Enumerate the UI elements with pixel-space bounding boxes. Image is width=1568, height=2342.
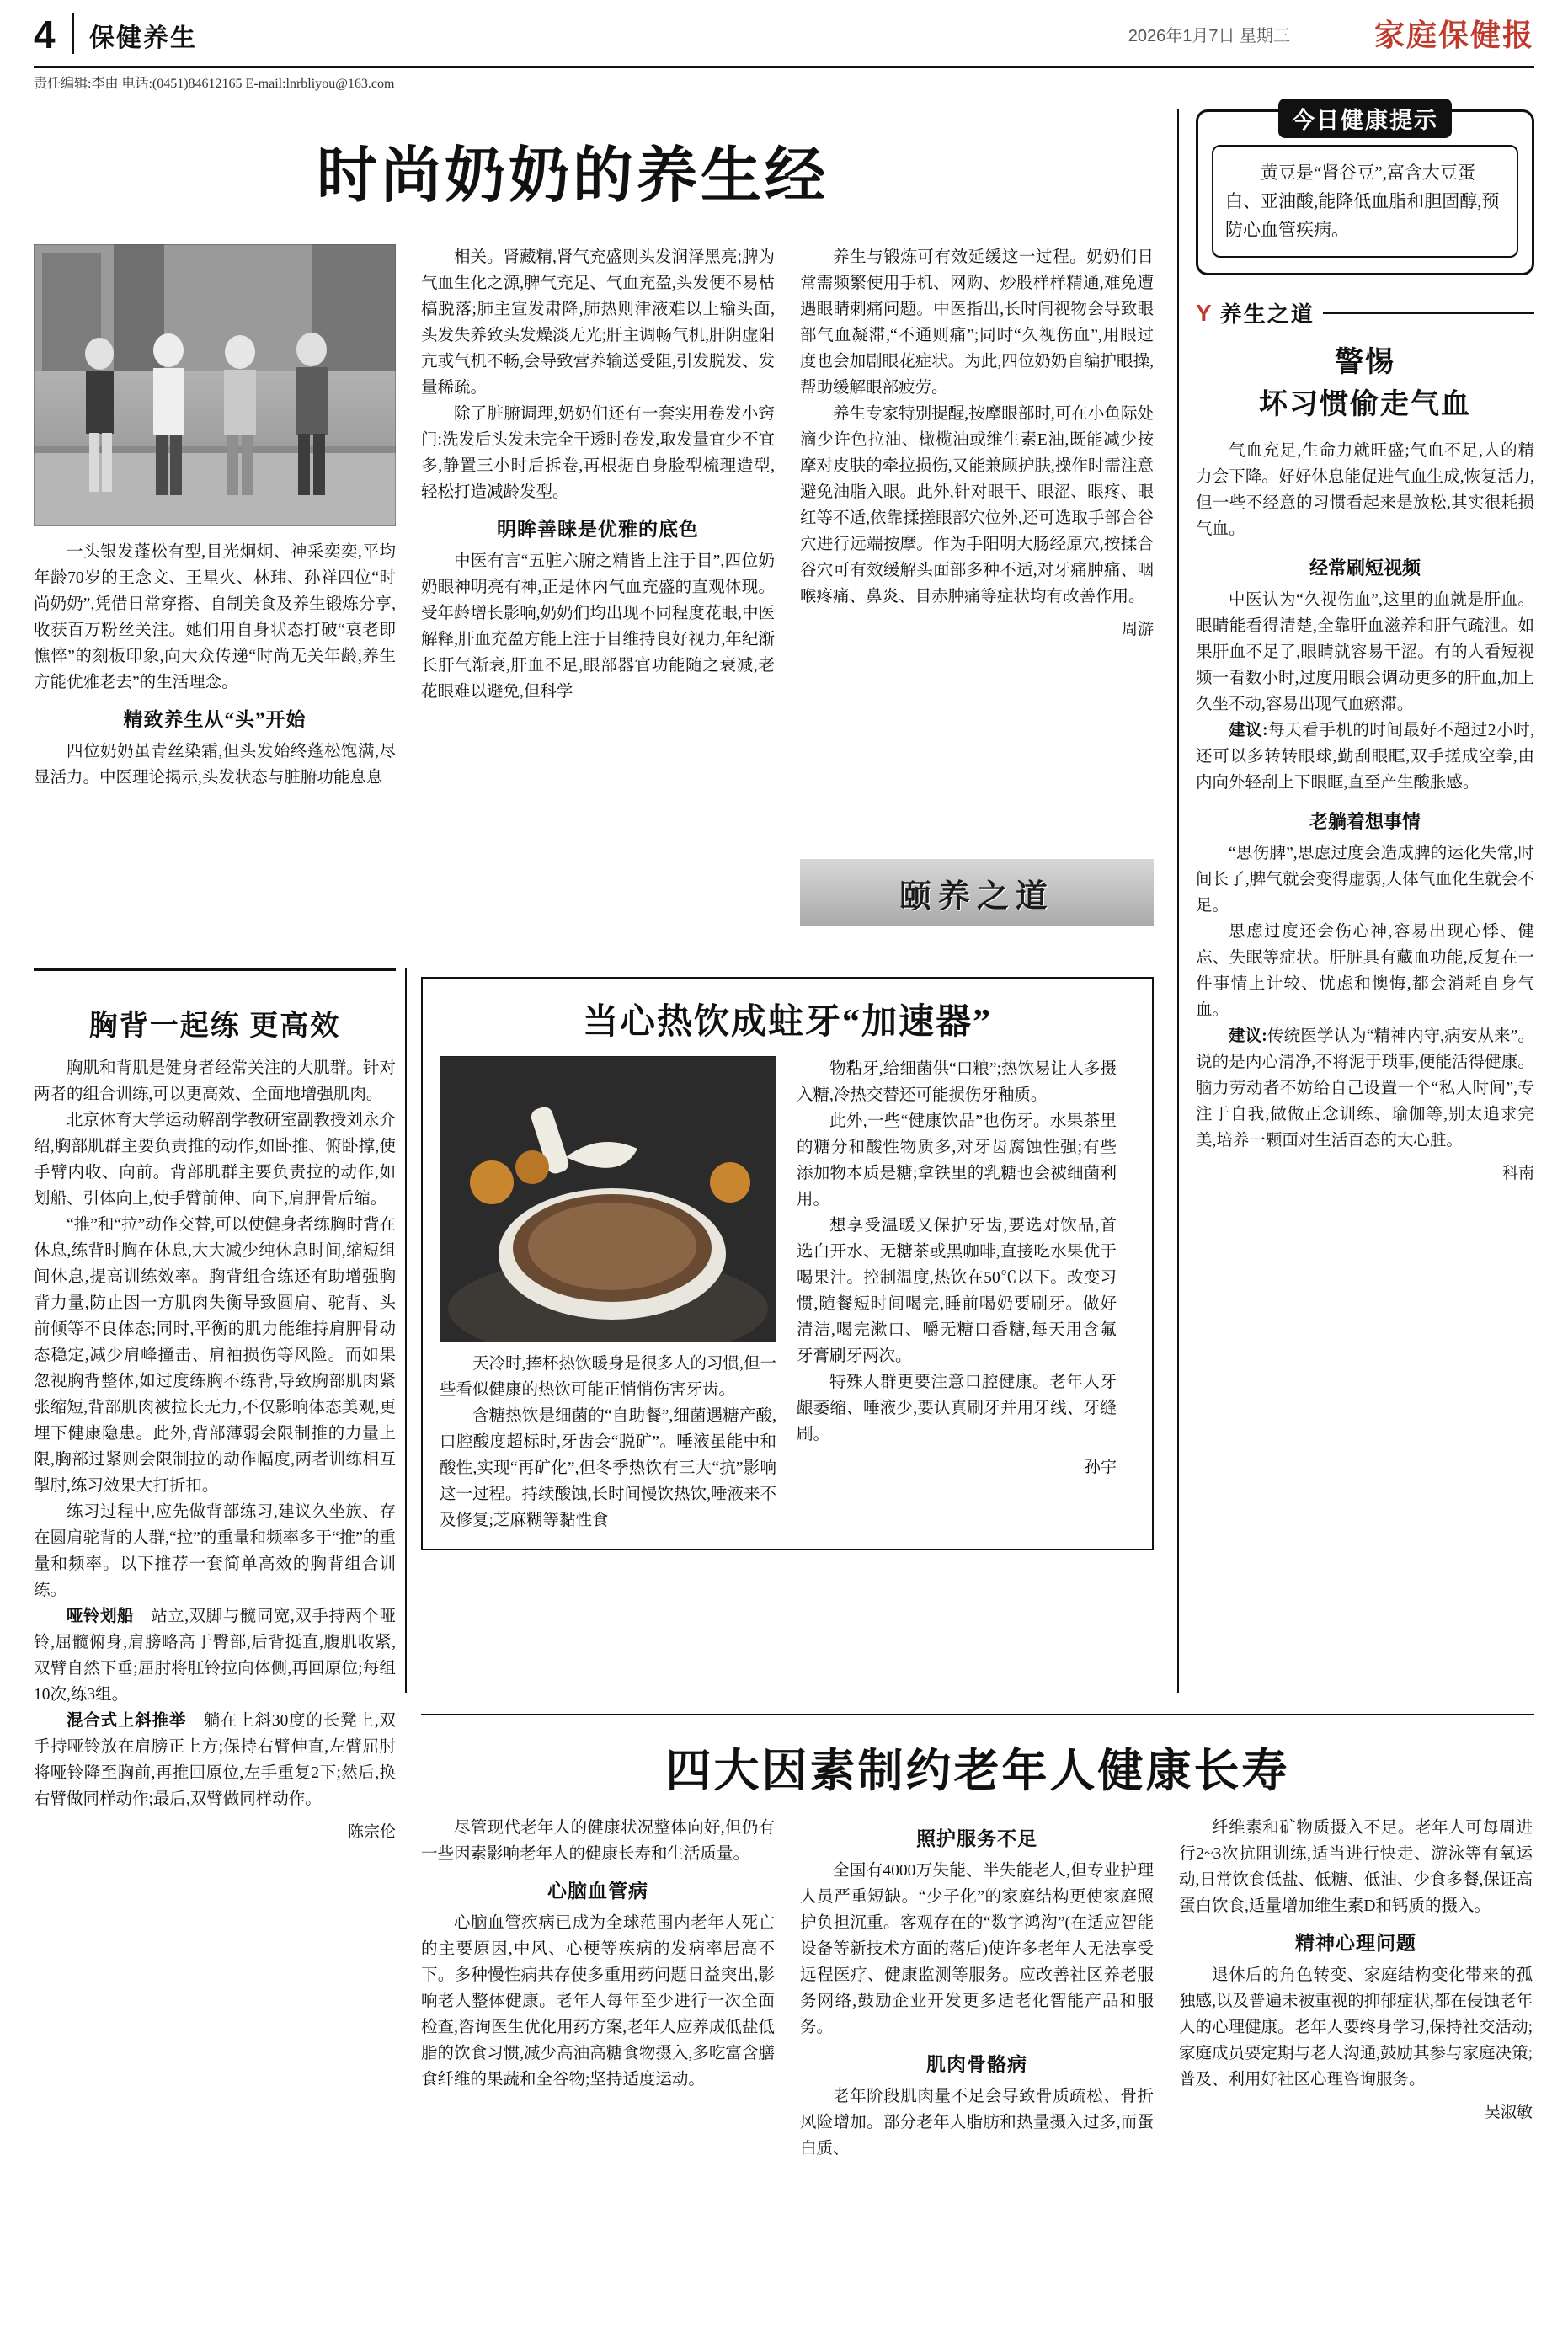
lead-para: 除了脏腑调理,奶奶们还有一套实用卷发小窍门:洗发后头发未完全干透时卷发,取发量宜少不宜多,静置三小时后拆卷,再根据自身脸型梳理造型,轻松打造减龄发型。 [421, 405, 775, 501]
hot-drinks-box [421, 977, 1154, 1550]
article-para: “推”和“拉”动作交替,可以使健身者练胸时背在休息,练背时胸在休息,大大减少纯休息时间,缩短组间休息,提高训练效率。胸背组合练还有助增强胸背力量,防止因一方肌肉失衡导致圆肩、驼背、头前倾等不良体态;同时,平衡的肌力能维持肩胛骨动态稳定,减少肩峰撞击、肩袖损伤等风险。而如果忽视胸背整体,如过度练胸不练背,导致胸部肌肉紧张缩短,背部肌肉被拉长无力,不仅影响体态美观,更埋下健康隐患。此外,背部薄弱会限制推的力量上限,胸部过紧则会限制拉的动作幅度,两者训练相互掣肘,练习效果大打折扣。 [34, 1216, 396, 1495]
rail-para: 中医认为“久视伤血”,这里的血就是肝血。眼睛能看得清楚,全靠肝血滋养和肝气疏泄。如果肝血不足了,眼睛就容易干涩。有的人看短视频一看数小时,过度用眼会调动更多的肝血,加上久坐不动,容易出现气血瘀滞。 [1196, 591, 1534, 713]
masthead-divider [72, 13, 74, 54]
article-para: 纤维素和矿物质摄入不足。老年人可每周进行2~3次抗阻训练,适当进行快走、游泳等有氧运动,日常饮食低盐、低糖、低油、少食多餐,保证高蛋白饮食,适量增加维生素D和钙质的摄入。 [1179, 1819, 1533, 1915]
lead-para: 相关。肾藏精,肾气充盛则头发润泽黑亮;脾为气血生化之源,脾气充足、气血充盈,头发便不易枯槁脱落;肺主宣发肃降,肺热则津液难以上输头面,头发失养致头发燥淡无光;肝主调畅气机,肝阴虚阳亢或气机不畅,会导致营养输送受阻,引发脱发、发量稀疏。 [421, 248, 775, 397]
lead-para: 四位奶奶虽青丝染霜,但头发始终蓬松饱满,尽显活力。中医理论揭示,头发状态与脏腑功能息息 [34, 743, 396, 787]
exercise-2-title: 混合式上斜推举 [67, 1712, 187, 1730]
chest-back-byline: 陈宗伦 [347, 1823, 396, 1841]
rail-para: 思虑过度还会伤心神,容易出现心悸、健忘、失眠等症状。肝脏具有藏血功能,反复在一件事情上计较、忧虑和懊悔,都会消耗自身气血。 [1196, 923, 1534, 1019]
article-para: 物ާ粘牙,给细菌供“口粮”;热饮易让人多摄入糖,冷热交替还可能损伤牙釉质。 [797, 1060, 1117, 1104]
health-tip-text: 黄豆是“肾谷豆”,富含大豆蛋白、亚油酸,能降低血脂和胆固醇,预防心血管疾病。 [1212, 145, 1518, 258]
rail-headline-line2: 坏习惯偷走气血 [1259, 389, 1471, 420]
lead-byline: 周游 [1121, 621, 1154, 638]
lead-subhead-1: 精致养生从“头”开始 [123, 709, 307, 730]
advice-label: 建议: [1229, 1027, 1267, 1045]
longevity-subhead-2: 照护服务不足 [916, 1828, 1037, 1849]
lead-column-2 [421, 244, 775, 705]
masthead-rule [34, 66, 1534, 68]
rail-para: 气血充足,生命力就旺盛;气血不足,人的精力会下降。好好休息能促进气血生成,恢复活力,但一些不经意的习惯看起来是放松,其实很耗损气血。 [1196, 442, 1534, 538]
section-rule [34, 968, 396, 971]
longevity-subhead-1: 心脑血管病 [547, 1881, 648, 1902]
exercise-item-1 [34, 1603, 396, 1708]
rail-para: “思伤脾”,思虑过度会造成脾的运化失常,时间长了,脾气就会变得虚弱,人体气血化生就会不足。 [1196, 845, 1534, 915]
lead-para: 养生专家特别提醒,按摩眼部时,可在小鱼际处滴少许色拉油、橄榄油或维生素E油,既能减少按摩对皮肤的牵拉损伤,又能兼顾护肤,操作时需注意避免油脂入眼。此外,针对眼干、眼涩、眼疼、眼红等不适,依靠揉搓眼部穴位外,还可选取手部合谷穴进行远端按摩。作为手阳明大肠经原穴,按揉合谷穴可有效缓解头面部多种不适,对牙痛肿痛、咽喉疼痛、鼻炎、目赤肿痛等症状均有改善作用。 [800, 405, 1154, 606]
divider-line [1323, 312, 1534, 314]
lead-subhead-2: 明眸善睐是优雅的底色 [497, 519, 699, 540]
section-rule [421, 1714, 1534, 1715]
right-rail [1196, 109, 1534, 1183]
longevity-article [421, 1735, 1534, 2162]
chest-back-article [34, 1002, 396, 1842]
lead-column-3 [800, 244, 1154, 639]
lead-headline [194, 126, 952, 214]
rail-section-label: 养生之道 [1219, 302, 1315, 327]
lead-photo [34, 244, 396, 526]
health-tip-title: 今日健康提示 [1278, 99, 1452, 138]
lead-para: 中医有言“五脏六腑之精皆上注于目”,四位奶奶眼神明亮有神,正是体内气血充盛的直观体现。受年龄增长影响,奶奶们均出现不同程度花眼,中医解释,肝血充盈方能上注于目维持良好视力,年纪渐长肝气渐衰,肝血不足,眼部器官功能随之衰减,老花眼难以避免,但科学 [421, 552, 775, 701]
longevity-column-1 [421, 1815, 775, 2162]
longevity-column-3 [1179, 1815, 1533, 2162]
article-para: 胸肌和背肌是健身者经常关注的大肌群。针对两者的组合训练,可以更高效、全面地增强肌肉。 [34, 1059, 396, 1103]
health-tip-box [1196, 109, 1534, 275]
rail-subhead-1: 经常刷短视频 [1309, 557, 1421, 579]
longevity-subhead-3: 肌肉骨骼病 [926, 2054, 1027, 2075]
lead-headline-part1: 时尚奶奶 [316, 142, 573, 210]
lead-para: 养生与锻炼可有效延缓这一过程。奶奶们日常需频繁使用手机、网购、炒股样样精通,难免遭遇眼睛刺痛问题。中医指出,长时间视物会导致眼部气血凝滞,“不通则痛”;同时“久视伤血”,用眼过度也会加剧眼花症状。为此,四位奶奶自编护眼操,帮助缓解眼部疲劳。 [800, 248, 1154, 397]
longevity-byline: 吴淑敏 [1484, 2104, 1533, 2121]
advice-text: 传统医学认为“精神内守,病安从来”。说的是内心清净,不将泥于琐事,便能活得健康。脑力劳动者不妨给自己设置一个“私人时间”,专注于自我,做做正念训练、瑜伽等,别太追求完美,培养一颗面对生活百态的大心脏。 [1196, 1027, 1534, 1150]
rail-advice-1 [1196, 718, 1534, 796]
article-para: 天冷时,捧杯热饮暖身是很多人的习惯,但一些看似健康的热饮可能正悄悄伤害牙齿。 [440, 1355, 776, 1399]
article-para: 练习过程中,应先做背部练习,建议久坐族、存在圆肩驼背的人群,“拉”的重量和频率多于“推”的重量和频率。以下推荐一套简单高效的胸背组合训练。 [34, 1503, 396, 1599]
chest-back-headline: 胸背一起练 更高效 [88, 1011, 341, 1042]
lead-column-1 [34, 539, 396, 791]
exercise-item-2 [34, 1708, 396, 1812]
longevity-column-2 [800, 1815, 1154, 2162]
rail-headline-line1: 警惕 [1335, 347, 1395, 378]
lead-headline-part2: 的养生经 [573, 142, 829, 210]
section-mark-icon: Y [1196, 299, 1212, 326]
article-para: 心脑血管疾病已成为全球范围内老年人死亡的主要原因,中风、心梗等疾病的发病率居高不下。多种慢性病共存使多重用药问题日益突出,影响老人整体健康。老年人每年至少进行一次全面检查,咨询医生优化用药方案,老年人应养成低盐低脂的饮食习惯,减少高油高糖食物摄入,多吃富含膳食纤维的果蔬和全谷物;坚持适度运动。 [421, 1914, 775, 2089]
longevity-subhead-4: 精神心理问题 [1295, 1933, 1416, 1954]
health-tip-header [1212, 99, 1518, 138]
article-para: 特殊人群更要注意口腔健康。老年人牙龈萎缩、唾液少,要认真刷牙并用牙线、牙缝刷。 [797, 1374, 1117, 1443]
exercise-2-text: 躺在上斜30度的长凳上,双手持哑铃放在肩膀正上方;保持右臂伸直,左臂屈肘将哑铃降至胸前,再推回原位,左手重复2下;然后,换右臂做同样动作;最后,双臂做同样动作。 [34, 1712, 396, 1808]
article-para: 老年阶段肌肉量不足会导致骨质疏松、骨折风险增加。部分老年人脂肪和热量摄入过多,而蛋白质、 [800, 2088, 1154, 2158]
editor-credits: 责任编辑:李由 电话:(0451)84612165 E-mail:lnrbliyou@163.com [34, 77, 395, 91]
hot-drinks-article [421, 977, 1154, 1550]
article-para: 想享受温暖又保护牙齿,要选对饮品,首选白开水、无糖茶或黑咖啡,直接吃水果优于喝果汁。控制温度,热饮在50℃以下。改变习惯,随餐短时间喝完,睡前喝奶要刷牙。做好清洁,喝完漱口、嚼无糖口香糖,每天用含氟牙膏刷牙两次。 [797, 1217, 1117, 1365]
advice-text: 每天看手机的时间最好不超过2小时,还可以多转转眼球,勤刮眼眶,双手搓成空拳,由内向外轻刮上下眼眶,直至产生酸胀感。 [1196, 722, 1534, 792]
exercise-1-title: 哑铃划船 [67, 1608, 135, 1625]
rail-advice-2 [1196, 1023, 1534, 1154]
article-para: 此外,一些“健康饮品”也伤牙。水果茶里的糖分和酸性物质多,对牙齿腐蚀性强;有些添加物本质是糖;拿铁里的乳糖也会被细菌利用。 [797, 1112, 1117, 1208]
column-rule [1177, 109, 1179, 1693]
issue-date: 2026年1月7日 星期三 [1128, 27, 1290, 45]
advice-label: 建议: [1229, 722, 1268, 739]
rail-subhead-2: 老躺着想事情 [1309, 811, 1421, 832]
section-name: 保健养生 [89, 24, 197, 52]
paper-title: 家庭保健报 [1373, 19, 1534, 52]
decorative-banner-text: 颐养之道 [899, 878, 1054, 915]
lead-para: 一头银发蓬松有型,目光炯炯、神采奕奕,平均年龄70岁的王念文、王星火、林玮、孙祥四位“时尚奶奶”,凭借日常穿搭、自制美食及养生锻炼分享,收获百万粉丝关注。她们用自身状态打破“衰老即憔悴”的刻板印象,向大众传递“时尚无关年龄,养生方能优雅老去”的生活理念。 [34, 543, 396, 691]
decorative-banner [800, 859, 1154, 926]
column-rule [405, 968, 407, 1693]
exercise-1-text: 站立,双脚与髋同宽,双手持两个哑铃,屈髋俯身,肩膀略高于臀部,后背挺直,腹肌收紧,双臂自然下垂;屈肘将肛铃拉向体侧,再回原位;每组10次,练3组。 [34, 1608, 396, 1704]
hot-drinks-byline: 孙宇 [1084, 1459, 1117, 1476]
article-para: 全国有4000万失能、半失能老人,但专业护理人员严重短缺。“少子化”的家庭结构更使家庭照护负担沉重。客观存在的“数字鸿沟”(在适应智能设备等新技术方面的落后)使许多老年人无法享受远程医疗、健康监测等服务。应改善社区养老服务网络,鼓励企业开发更多适老化智能产品和服务。 [800, 1862, 1154, 2036]
street-photo-illustration [34, 244, 396, 526]
rail-byline: 科南 [1501, 1165, 1534, 1182]
hot-drinks-headline: 当心热饮成蛀牙“加速器” [582, 1003, 992, 1042]
article-para: 退休后的角色转变、家庭结构变化带来的孤独感,以及普遍未被重视的抑郁症状,都在侵蚀老年人的心理健康。老年人要终身学习,保持社交活动;家庭成员要定期与老人沟通,鼓励其参与家庭决策;普及、利用好社区心理咨询服务。 [1179, 1966, 1533, 2089]
article-para: 尽管现代老年人的健康状况整体向好,但仍有一些因素影响老年人的健康长寿和生活质量。 [421, 1819, 775, 1863]
page-number: 4 [34, 13, 56, 56]
article-para: 北京体育大学运动解剖学教研室副教授刘永介绍,胸部肌群主要负责推的动作,如卧推、俯卧撑,使手臂内收、向前。背部肌群主要负责拉的动作,如划船、引体向上,使手臂前伸、向下,肩胛骨后缩。 [34, 1112, 396, 1208]
rail-headline [1196, 342, 1534, 426]
masthead [34, 12, 1534, 64]
hot-drink-photo [440, 1056, 776, 1342]
rail-section-header [1196, 297, 1534, 328]
article-para: 含糖热饮是细菌的“自助餐”,细菌遇糖产酸,口腔酸度超标时,牙齿会“脱矿”。唾液虽能中和酸性,实现“再矿化”,但冬季热饮有三大“抗”影响这一过程。持续酸蚀,长时间慢饮热饮,唾液来不及修复;芝麻糊等黏性食 [440, 1407, 776, 1529]
longevity-headline: 四大因素制约老年人健康长寿 [665, 1746, 1290, 1796]
